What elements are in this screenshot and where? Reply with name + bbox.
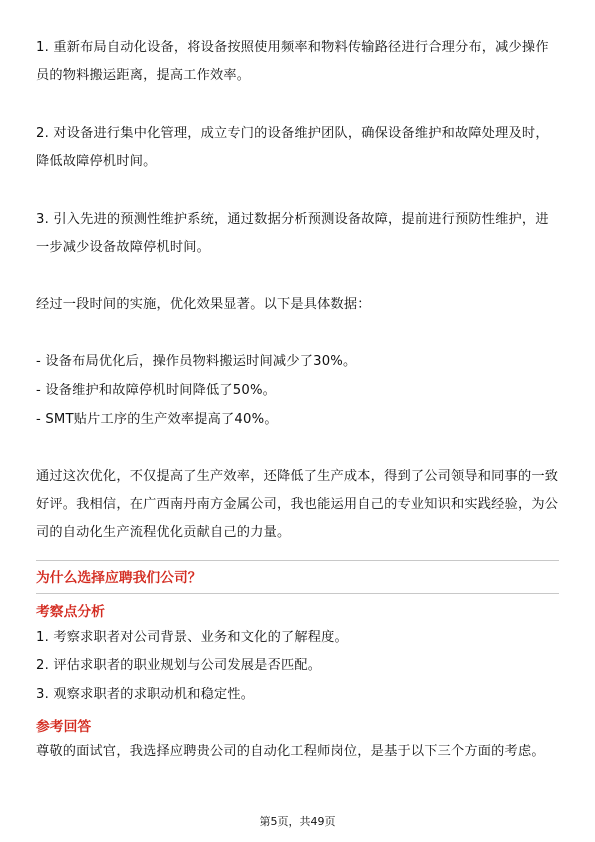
analysis-item: 3. 观察求职者的求职动机和稳定性。	[36, 687, 255, 702]
bullet-item: - 设备维护和故障停机时间降低了50%。	[36, 383, 277, 398]
paragraph-layout-optimization: 1. 重新布局自动化设备，将设备按照使用频率和物料传输路径进行合理分布，减少操作员的物料搬运距离，提高工作效率。	[36, 40, 549, 83]
bullet-item: - SMT贴片工序的生产效率提高了40%。	[36, 412, 278, 427]
paragraph-conclusion: 通过这次优化，不仅提高了生产效率，还降低了生产成本，得到了公司领导和同事的一致好评。我相信，在广西南丹南方金属公司，我也能运用自己的专业知识和实践经验，为公司的自动化生产流程优化贡献自己的力量。	[36, 469, 559, 540]
analysis-item: 2. 评估求职者的职业规划与公司发展是否匹配。	[36, 658, 322, 673]
section-divider-bottom	[36, 593, 559, 594]
analysis-item: 1. 考察求职者对公司背景、业务和文化的了解程度。	[36, 630, 348, 645]
paragraph-centralized-management: 2. 对设备进行集中化管理，成立专门的设备维护团队，确保设备维护和故障处理及时，降低故障停机时间。	[36, 126, 549, 169]
paragraph-results-intro: 经过一段时间的实施，优化效果显著。以下是具体数据：	[36, 297, 371, 312]
section-divider-top	[36, 560, 559, 561]
question-title: 为什么选择应聘我们公司？	[36, 570, 202, 586]
bullet-item: - 设备布局优化后，操作员物料搬运时间减少了30%。	[36, 354, 357, 369]
paragraph-predictive-maintenance: 3. 引入先进的预测性维护系统，通过数据分析预测设备故障，提前进行预防性维护，进一步减少设备故障停机时间。	[36, 212, 549, 255]
analysis-heading: 考察点分析	[36, 604, 105, 620]
page-number: 第5页，共49页	[259, 815, 336, 828]
answer-heading: 参考回答	[36, 719, 92, 735]
answer-text: 尊敬的面试官，我选择应聘贵公司的自动化工程师岗位，是基于以下三个方面的考虑。	[36, 744, 545, 759]
